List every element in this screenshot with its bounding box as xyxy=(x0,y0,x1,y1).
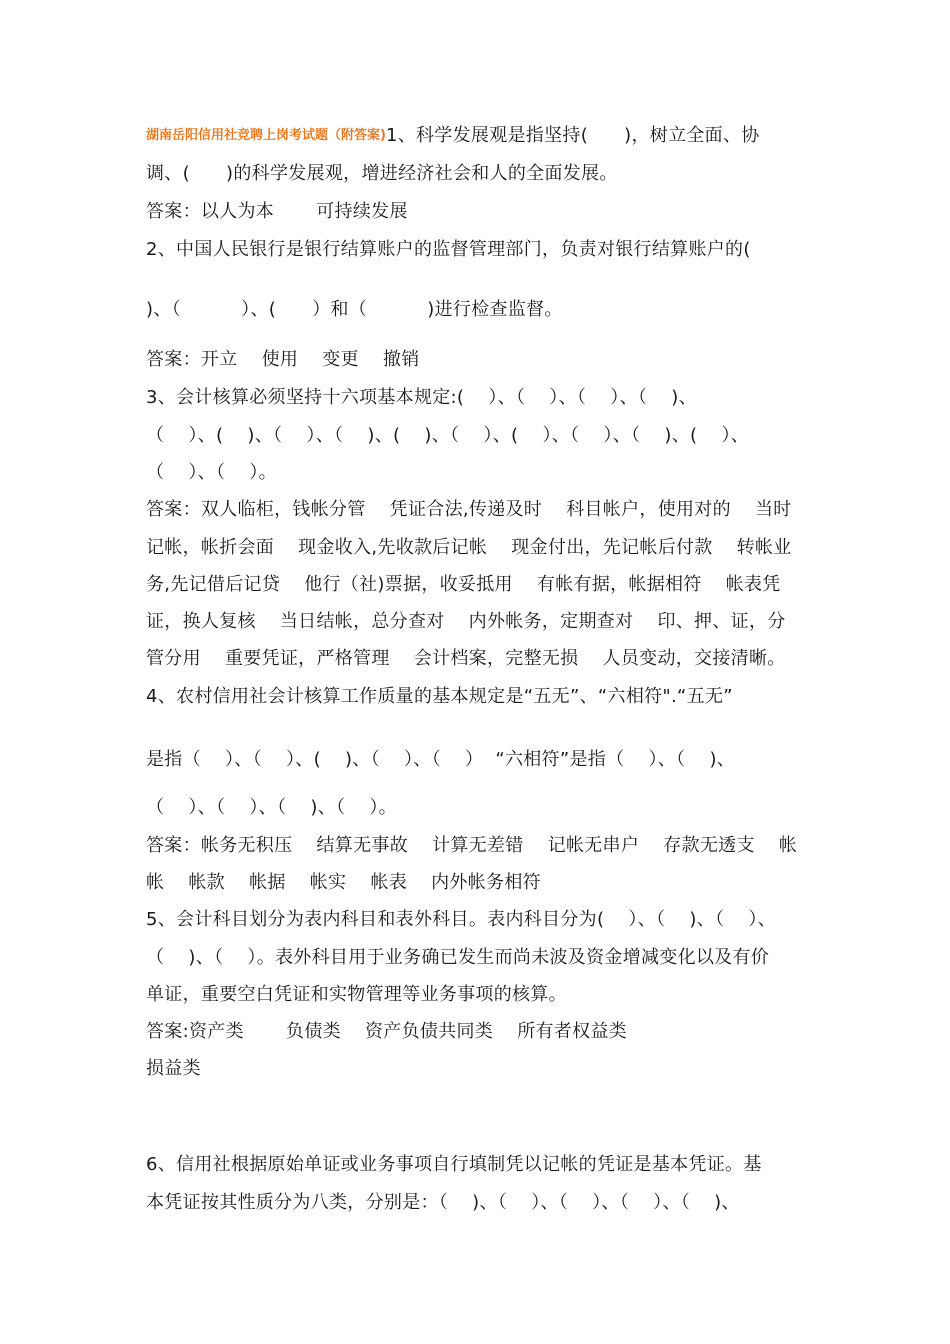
question-1-line-1 xyxy=(146,124,760,148)
answer-5-line-1: 答案:资产类 负债类 资产负债共同类 所有者权益类 xyxy=(146,1021,627,1042)
question-4-line-2: 是指（ ）、（ ）、( )、（ ）、（ ） “六相符”是指（ ）、（ )、 xyxy=(146,749,736,770)
question-3-line-1: 3、会计核算必须坚持十六项基本规定:( ）、（ ）、（ ）、（ )、 xyxy=(146,387,697,408)
question-6-line-2: 本凭证按其性质分为八类，分别是：（ )、（ ）、（ ）、（ ）、（ )、 xyxy=(146,1192,740,1213)
question-2-line-2: )、（ ）、( ）和（ )进行检查监督。 xyxy=(146,299,563,320)
question-5-line-1: 5、会计科目划分为表内科目和表外科目。表内科目分为( ）、（ )、（ ）、 xyxy=(146,909,776,930)
question-2-line-1: 2、中国人民银行是银行结算账户的监督管理部门，负责对银行结算账户的( xyxy=(146,239,751,260)
answer-3-line-4: 证，换人复核 当日结帐，总分查对 内外帐务，定期查对 印、押、证，分 xyxy=(146,611,786,632)
document-title: 湖南岳阳信用社竞聘上岗考试题（附答案) xyxy=(146,128,386,143)
answer-4-line-1: 答案：帐务无积压 结算无事故 计算无差错 记帐无串户 存款无透支 帐 xyxy=(146,835,798,856)
question-4-line-3: （ ）、（ ）、（ )、（ ）。 xyxy=(146,797,397,818)
answer-5-line-2: 损益类 xyxy=(146,1058,201,1079)
question-5-line-2: （ )、（ ）。表外科目用于业务确已发生而尚未波及资金增减变化以及有价 xyxy=(146,947,770,968)
question-6-line-1: 6、信用社根据原始单证或业务事项自行填制凭以记帐的凭证是基本凭证。基 xyxy=(146,1154,762,1175)
answer-4-line-2: 帐 帐款 帐据 帐实 帐表 内外帐务相符 xyxy=(146,872,541,893)
answer-3-line-2: 记帐，帐折会面 现金收入,先收款后记帐 现金付出，先记帐后付款 转帐业 xyxy=(146,537,792,558)
answer-2: 答案：开立 使用 变更 撤销 xyxy=(146,349,420,370)
answer-1: 答案：以人为本 可持续发展 xyxy=(146,201,408,222)
question-1-line-2: 调、( )的科学发展观，增进经济社会和人的全面发展。 xyxy=(146,163,618,184)
question-3-line-2: （ ）、( )、（ ）、（ )、( )、（ ）、( ）、（ ）、（ )、( ）、 xyxy=(146,425,750,446)
answer-3-line-5: 管分用 重要凭证，严格管理 会计档案，完整无损 人员变动，交接清晰。 xyxy=(146,648,786,669)
question-text: 1、科学发展观是指坚持( )，树立全面、协 xyxy=(385,125,760,146)
question-4-line-1: 4、农村信用社会计核算工作质量的基本规定是“五无”、“六相符".“五无” xyxy=(146,686,733,707)
question-3-line-3: （ ）、（ ）。 xyxy=(146,462,277,483)
answer-3-line-1: 答案：双人临柜，钱帐分管 凭证合法,传递及时 科目帐户，使用对的 当时 xyxy=(146,499,792,520)
question-5-line-3: 单证，重要空白凭证和实物管理等业务事项的核算。 xyxy=(146,984,567,1005)
answer-3-line-3: 务,先记借后记贷 他行（社)票据，收妥抵用 有帐有据，帐据相符 帐表凭 xyxy=(146,574,781,595)
